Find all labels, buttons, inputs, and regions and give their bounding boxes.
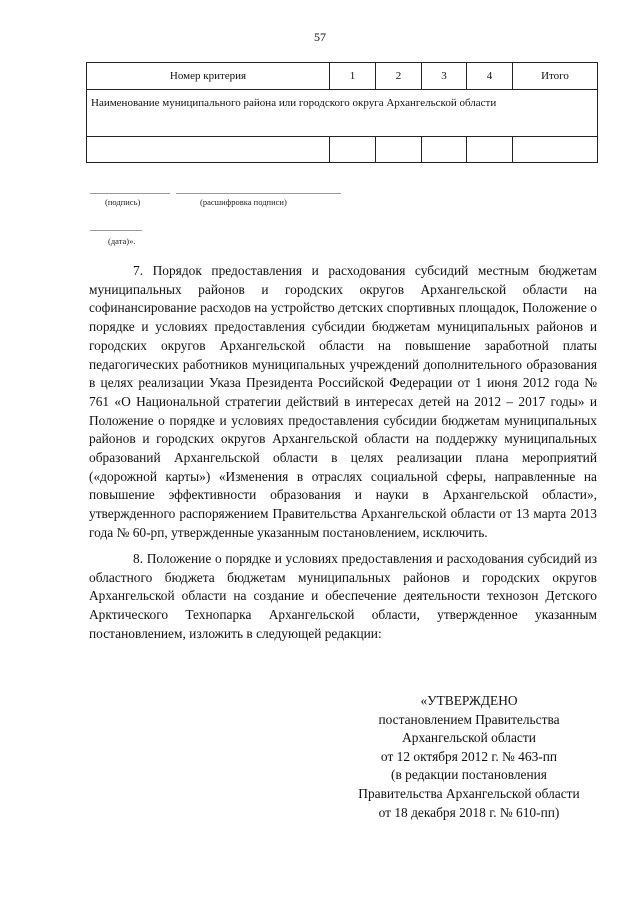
table-cell — [376, 137, 422, 163]
header-total: Итого — [513, 63, 598, 90]
header-col-3: 3 — [422, 63, 467, 90]
date-caption: (дата)». — [108, 236, 136, 246]
table-header-row — [87, 63, 598, 90]
header-criterion-number: Номер критерия — [87, 63, 330, 90]
header-col-2: 2 — [376, 63, 422, 90]
criteria-table — [86, 62, 598, 163]
table-cell — [467, 137, 513, 163]
table-section-row — [87, 90, 598, 137]
approval-line: Архангельской области — [402, 730, 536, 746]
signature-caption: (подпись) — [105, 197, 141, 207]
paragraph-7: 7. Порядок предоставления и расходования субсидий местным бюджетам муниципальных районов и городских округов Архангельской области на софинансирование расходов на устройство детских спортивных площадок, Положение о порядке и условиях предоставления субсидии бюджетам муниципальных районов и городских округов Архангельской области на повышение заработной платы педагогических работников муниципальных учреждений дополнительного образования в целях реализации Указа Президента Российской Федерации от 1 июня 2012 года № 761 «О Национальной стратегии действий в интересах детей на 2012 – 2017 годы» и Положение о порядке и условиях предоставления субсидии бюджетам муниципальных районов и городских округов Архангельской области на поддержку муниципальных образований Архангельской области в целях реализации плана мероприятий («дорожной карты») «Изменения в отраслях социальной сферы, направленные на повышение эффективности образования и науки в Архангельской области», утвержденного распоряжением Правительства Архангельской области от 13 марта 2013 года № 60-рп, утвержденные указанным постановлением, исключить. — [89, 263, 597, 540]
section-label: Наименование муниципального района или городского округа Архангельской области — [87, 90, 598, 137]
approval-block — [330, 692, 608, 822]
table-row — [87, 137, 598, 163]
signature-decode-caption: (расшифровка подписи) — [200, 197, 287, 207]
approval-line: от 12 октября 2012 г. № 463-пп — [380, 748, 558, 764]
approval-line: (в редакции постановления — [391, 767, 547, 783]
header-col-4: 4 — [467, 63, 513, 90]
paragraph-8: 8. Положение о порядке и условиях предоставления и расходования субсидий из областного бюджета бюджетам муниципальных районов и городских округов Архангельской области на создание и обеспечение деятельности технозон Детского Арктического Технопарка Архангельской области, утвержденное указанным постановлением, изложить в следующей редакции: — [89, 551, 597, 641]
approval-line: Правительства Архангельской области — [358, 785, 580, 801]
table-cell — [330, 137, 376, 163]
approval-line: «УТВЕРЖДЕНО — [420, 693, 518, 708]
page-number: 57 — [314, 30, 326, 44]
table-cell — [513, 137, 598, 163]
approval-line: постановлением Правительства — [378, 711, 560, 727]
signature-line — [90, 193, 170, 194]
table-cell — [422, 137, 467, 163]
header-col-1: 1 — [330, 63, 376, 90]
table-cell — [87, 137, 330, 163]
approval-line: от 18 декабря 2018 г. № 610-пп) — [378, 804, 560, 820]
date-line — [90, 230, 142, 231]
signature-decode-line — [176, 193, 341, 194]
